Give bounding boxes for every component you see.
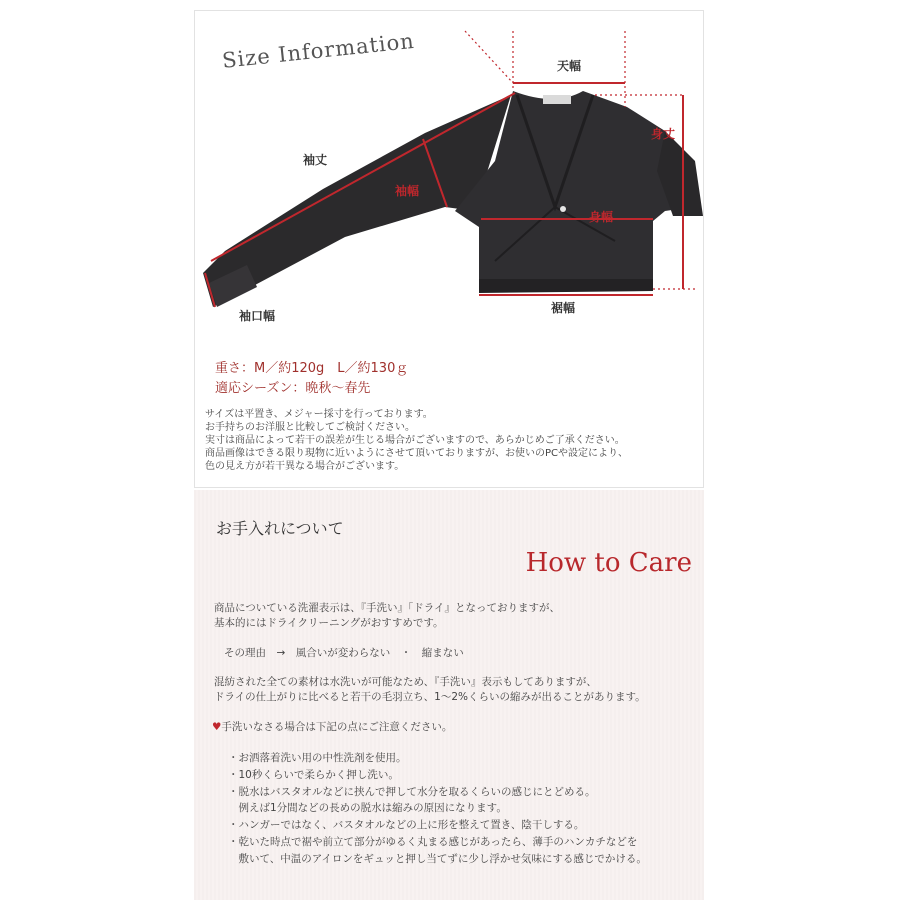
care-explanation-line: ドライの仕上がりに比べると若干の毛羽立ち、1〜2%くらいの縮みが出ることがあります。	[214, 691, 646, 703]
body-width-label: 身幅	[589, 210, 614, 224]
care-step: ・脱水はバスタオルなどに挟んで押して水分を取るくらいの感じにとどめる。	[228, 786, 596, 798]
size-note: 実寸は商品によって若干の誤差が生じる場合がございますので、あらかじめご了承ください。	[205, 435, 625, 446]
size-note: サイズは平置き、メジャー採寸を行っております。	[205, 409, 433, 420]
care-step: ・ハンガーではなく、バスタオルなどの上に形を整えて置き、陰干しする。	[228, 819, 585, 831]
button	[560, 206, 566, 212]
hem-width-label: 裾幅	[551, 301, 576, 315]
size-information-panel	[194, 10, 704, 488]
sleeve-length-label: 袖丈	[303, 153, 328, 167]
care-step: 例えば1分間などの長めの脱水は縮みの原因になります。	[228, 802, 507, 814]
cardigan-photo	[203, 91, 703, 307]
care-title: How to Care	[525, 548, 692, 578]
shoulder-width-label: 天幅	[557, 59, 582, 73]
care-panel	[194, 490, 704, 900]
care-intro-line: 商品についている洗濯表示は、『手洗い』「ドライ』となっておりますが、	[214, 602, 560, 614]
care-reason: その理由 → 風合いが変わらない ・ 縮まない	[224, 647, 464, 659]
care-explanation-line: 混紡された全ての素材は水洗いが可能なため、『手洗い』表示もしてありますが、	[214, 676, 597, 688]
care-step: ・10秒くらいで柔らかく押し洗い。	[228, 769, 399, 781]
care-step: ・お洒落着洗い用の中性洗剤を使用。	[228, 752, 407, 764]
season-spec: 適応シーズン：晩秋〜春先	[215, 381, 371, 396]
weight-spec: 重さ：M／約120g L／約130ｇ	[215, 361, 409, 376]
care-intro-line: 基本的にはドライクリーニングがおすすめです。	[214, 617, 444, 629]
cuff-width-label: 袖口幅	[239, 309, 276, 323]
body-length-label: 身丈	[651, 127, 676, 141]
care-heading: お手入れについて	[216, 519, 344, 538]
brand-tag	[543, 95, 571, 104]
care-caution-text: 手洗いなさる場合は下記の点にご注意ください。	[221, 721, 453, 733]
size-note: お手持ちのお洋服と比較してご検討ください。	[205, 422, 415, 433]
care-caution	[212, 719, 452, 734]
care-step: 敷いて、中温のアイロンをギュッと押し当てずに少し浮かせ気味にする感じでかける。	[228, 853, 647, 865]
sleeve-width-label: 袖幅	[395, 184, 420, 198]
size-information-title: Size Information	[221, 28, 416, 73]
size-note: 商品画像はできる限り現物に近いようにさせて頂いておりますが、お使いのPCや設定により、	[205, 448, 629, 459]
heart-icon: ♥	[212, 721, 222, 733]
size-note: 色の見え方が若干異なる場合がございます。	[205, 461, 405, 472]
care-step: ・乾いた時点で裾や前立て部分がゆるく丸まる感じがあったら、薄手のハンカチなどを	[228, 836, 638, 848]
